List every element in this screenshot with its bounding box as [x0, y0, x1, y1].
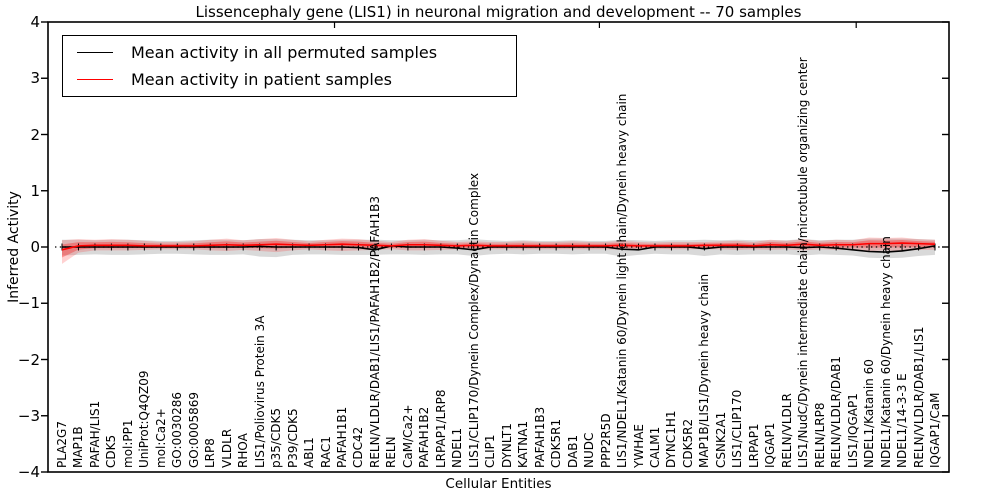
x-tick-label: CLIP1: [483, 434, 498, 468]
x-tick-label: mol:Ca2+: [153, 408, 168, 468]
x-tick-label: RHOA: [236, 433, 251, 468]
x-tick-label: UniProt:Q4QZ09: [137, 370, 152, 468]
legend-item-patient: [63, 70, 516, 89]
x-tick-label: CDC42: [351, 426, 366, 468]
y-tick-label: 0: [30, 238, 40, 256]
x-tick-label: PAFAH/LIS1: [87, 400, 102, 468]
y-tick-label: 3: [30, 69, 40, 88]
x-tick-label: CDK5: [104, 434, 119, 468]
x-tick-label: LIS1/NDEL1/Katanin 60/Dynein light chain/Dynein heavy chain: [615, 93, 630, 468]
legend: [62, 35, 517, 97]
x-axis-label: Cellular Entities: [445, 476, 552, 492]
x-tick-label: CSNK2A1: [713, 411, 728, 468]
chart-title: Lissencephaly gene (LIS1) in neuronal migration and development -- 70 samples: [195, 3, 802, 21]
x-tick-label: LIS1/CLIP170: [730, 389, 745, 468]
x-tick-label: IQGAP1: [763, 422, 778, 468]
x-tick-label: p35/CDK5: [269, 407, 284, 468]
x-tick-label: mol:PP1: [120, 419, 135, 468]
x-tick-label: NDEL1/Katanin 60/Dynein heavy chain: [878, 236, 893, 468]
x-tick-label: MAP1B: [71, 426, 86, 468]
x-tick-label: NDEL1: [450, 427, 465, 468]
x-tick-label: DYNLT1: [499, 423, 514, 468]
x-tick-label: RELN/VLDLR/DAB1/LIS1/PAFAH1B2/PAFAH1B3: [367, 196, 382, 468]
x-tick-label: NUDC: [582, 432, 597, 468]
x-tick-label: GO:0005869: [186, 391, 201, 468]
x-tick-label: CDK5R1: [549, 418, 564, 468]
x-tick-label: MAP1B/LIS1/Dynein heavy chain: [697, 273, 712, 468]
x-tick-label: PAFAH1B3: [532, 406, 547, 468]
x-tick-label: RELN: [384, 436, 399, 468]
x-tick-label: RELN/LRP8: [812, 402, 827, 468]
x-tick-label: GO:0030286: [170, 391, 185, 468]
y-tick-label: −2: [17, 350, 40, 369]
x-tick-label: RELN/VLDLR/DAB1: [829, 356, 844, 468]
y-tick-label: −4: [17, 463, 40, 481]
x-tick-label: KATNA1: [516, 420, 531, 468]
x-tick-label: ABL1: [302, 437, 317, 468]
x-tick-label: RELN/VLDLR: [779, 393, 794, 468]
x-tick-label: PAFAH1B2: [417, 406, 432, 468]
x-tick-label: CALM1: [647, 426, 662, 468]
x-tick-label: VLDLR: [219, 428, 234, 468]
legend-label: Mean activity in patient samples: [131, 69, 392, 89]
y-tick-label: 4: [30, 13, 40, 31]
legend-line-sample-red: [77, 79, 113, 80]
y-tick-label: −3: [17, 406, 40, 425]
x-tick-label: PAFAH1B1: [335, 406, 350, 468]
x-tick-label: LRPAP1: [746, 423, 761, 468]
x-tick-label: YWHAE: [631, 423, 646, 468]
x-tick-label: NDEL1/14-3-3 E: [895, 373, 910, 468]
x-tick-label: LIS1/IQGAP1: [845, 393, 860, 468]
x-tick-label: LIS1/CLIP170/Dynein Complex/Dynactin Complex: [466, 172, 481, 468]
y-tick-label: −1: [17, 294, 40, 313]
y-axis-label: Inferred Activity: [6, 191, 22, 303]
x-tick-label: IQGAP1/CaM: [928, 392, 942, 468]
x-tick-label: PPP2R5D: [598, 413, 613, 468]
x-tick-label: DAB1: [565, 434, 580, 468]
x-tick-label: RELN/VLDLR/DAB1/LIS1: [911, 326, 926, 468]
x-tick-label: RAC1: [318, 436, 333, 468]
x-tick-label: PLA2G7: [55, 421, 69, 468]
y-tick-label: 2: [30, 125, 40, 144]
x-tick-label: NDEL1/Katanin 60: [862, 359, 877, 468]
x-tick-label: LIS1/NudC/Dynein intermediate chain/microtubule organizing center: [796, 57, 811, 468]
x-tick-label: DYNC1H1: [664, 410, 679, 468]
x-tick-label: CDK5R2: [680, 418, 695, 468]
x-tick-label: P39/CDK5: [285, 408, 300, 468]
y-tick-label: 1: [30, 181, 40, 200]
legend-label: Mean activity in all permuted samples: [131, 43, 438, 63]
x-tick-label: LRP8: [203, 438, 218, 468]
x-tick-label: CaM/Ca2+: [400, 404, 415, 468]
legend-item-permuted: [63, 43, 516, 62]
x-tick-label: LIS1/Poliovirus Protein 3A: [252, 315, 267, 468]
x-tick-label: LRPAP1/LRP8: [433, 389, 448, 468]
legend-line-sample-black: [77, 52, 113, 53]
